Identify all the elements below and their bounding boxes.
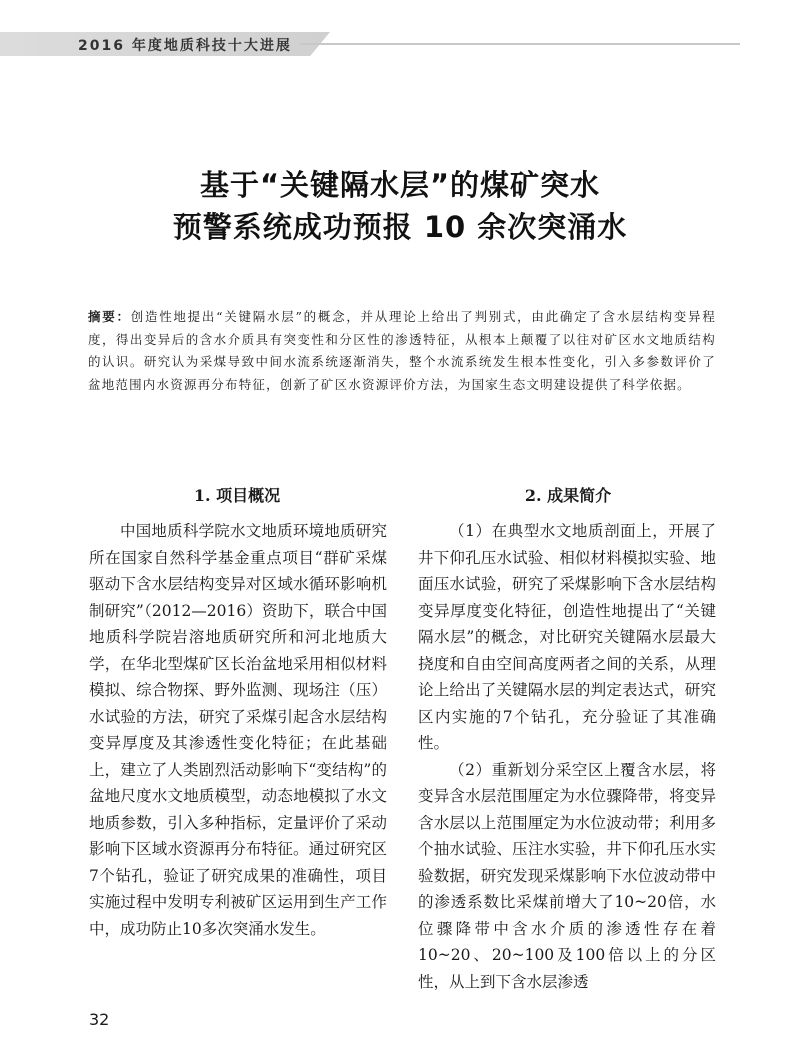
section-heading-overview: 1. 项目概况	[193, 486, 281, 505]
results-paragraph-1: （1）在典型水文地质剖面上，开展了井下仰孔压水试验、相似材料模拟实验、地面压水试验，研究了采煤影响下含水层结构变异厚度变化特征，创造性地提出了“关键隔水层”的概念，对比研究关键隔水层最大挠度和自由空间高度两者之间的关系，从理论上给出了关键隔水层的判定表达式，研究区内实施的7个钻孔，充分验证了其准确性。	[418, 522, 716, 752]
abstract-label: 摘要：	[88, 309, 131, 324]
abstract	[88, 306, 716, 396]
column-right	[418, 518, 716, 990]
section-heading-results: 2. 成果简介	[524, 486, 612, 505]
column-left	[89, 518, 387, 942]
results-paragraph-2: （2）重新划分采空区上覆含水层，将变异含水层范围厘定为水位骤降带，将变异含水层以上范围厘定为水位波动带；利用多个抽水试验、压注水实验，井下仰孔压水实验数据，研究发现采煤影响下水位波动带中的渗透系数比采煤前增大了10~20倍，水位骤降带中含水介质的渗透性存在着10~20、20~100及100倍以上的分区性，从上到下含水层渗透	[418, 760, 716, 990]
article-title-line-1: 基于“关键隔水层”的煤矿突水	[199, 168, 601, 202]
abstract-text: 创造性地提出“关键隔水层”的概念，并从理论上给出了判别式，由此确定了含水层结构变异程度，得出变异后的含水介质具有突变性和分区性的渗透特征，从根本上颠覆了以往对矿区水文地质结构的认识。研究认为采煤导致中间水流系统逐渐消失，整个水流系统发生根本性变化，引入多参数评价了盆地范围内水资源再分布特征，创新了矿区水资源评价方法，为国家生态文明建设提供了科学依据。	[88, 309, 716, 392]
running-header-title: 2016 年度地质科技十大进展	[78, 38, 292, 54]
overview-paragraph: 中国地质科学院水文地质环境地质研究所在国家自然科学基金重点项目“群矿采煤驱动下含水层结构变异对区域水循环影响机制研究”（2012—2016）资助下，联合中国地质科学院岩溶地质研究所和河北地质大学，在华北型煤矿区长治盆地采用相似材料模拟、综合物探、野外监测、现场注（压）水试验的方法，研究了采煤引起含水层结构变异厚度及其渗透性变化特征；在此基础上，建立了人类剧烈活动影响下“变结构”的盆地尺度水文地质模型，动态地模拟了水文地质参数，引入多种指标，定量评价了采动影响下区域水资源再分布特征。通过研究区7个钻孔，验证了研究成果的准确性，项目实施过程中发明专利被矿区运用到生产工作中，成功防止10多次突涌水发生。	[89, 522, 387, 938]
page-number: 32	[89, 1010, 110, 1029]
article-title-line-2: 预警系统成功预报 10 余次突涌水	[172, 210, 628, 244]
running-header-rule	[300, 43, 740, 45]
